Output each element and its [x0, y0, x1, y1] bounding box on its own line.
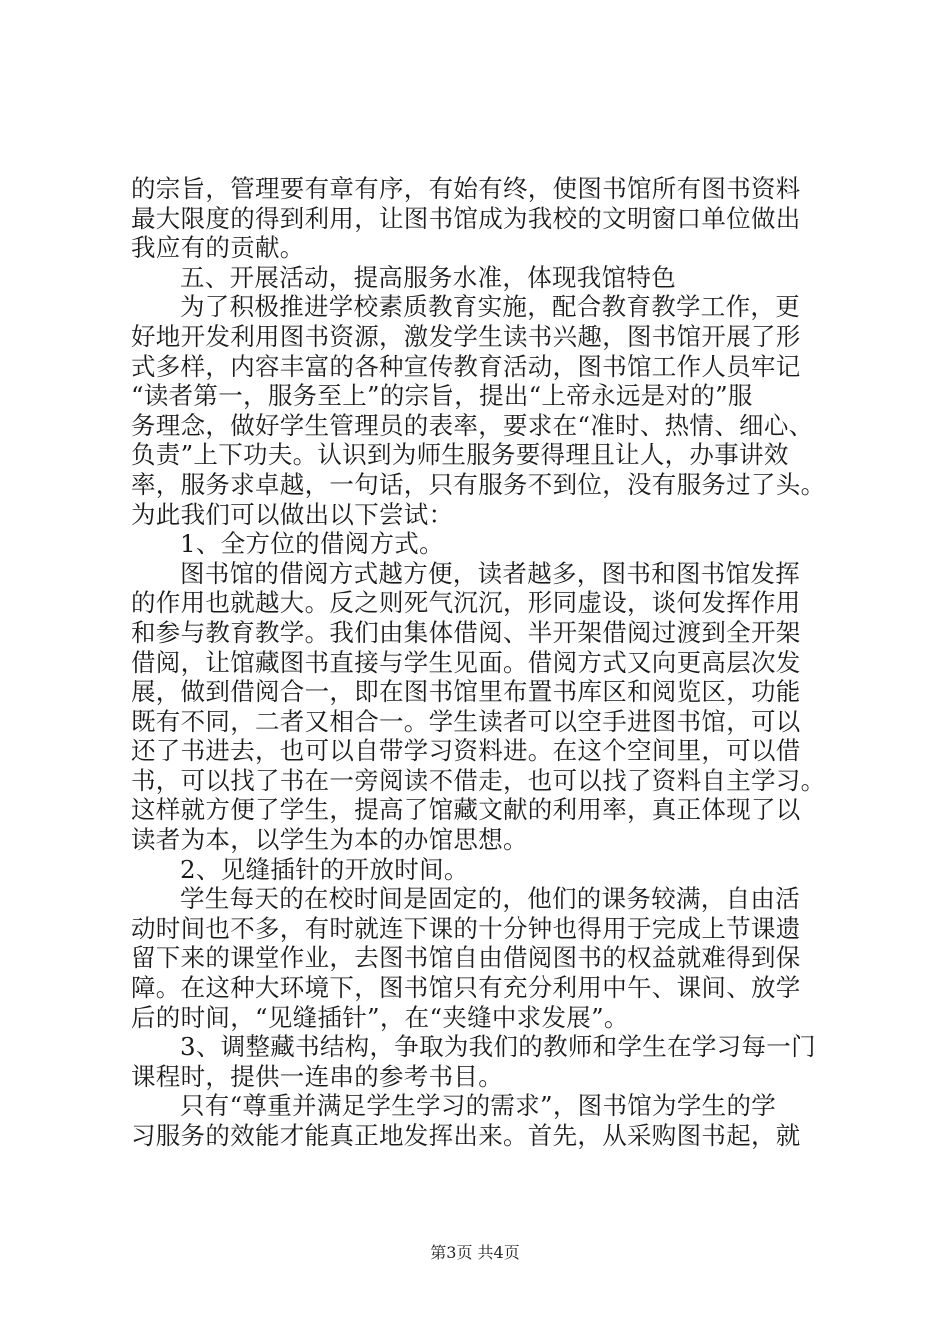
document-body	[131, 174, 831, 1151]
text-line: 书，可以找了书在一旁阅读不借走，也可以找了资料自主学习。	[131, 765, 826, 795]
text-line: 这样就方便了学生，提高了馆藏文献的利用率，真正体现了以	[131, 795, 801, 825]
text-line: 读者为本，以学生为本的办馆思想。	[131, 825, 528, 855]
paragraph-first-line: 学生每天的在校时间是固定的，他们的课务较满，自由活	[180, 884, 800, 914]
paragraph-first-line: 五、开展活动，提高服务水准，体现我馆特色	[180, 262, 676, 292]
text-line: 为此我们可以做出以下尝试：	[131, 499, 454, 529]
paragraph-first-line: 只有“尊重并满足学生学习的需求”，图书馆为学生的学	[180, 1091, 777, 1121]
text-line: 最大限度的得到利用，让图书馆成为我校的文明窗口单位做出	[131, 203, 801, 233]
text-line: 好地开发利用图书资源，激发学生读书兴趣，图书馆开展了形	[131, 321, 801, 351]
paragraph-first-line: 3、调整藏书结构，争取为我们的教师和学生在学习每一门	[180, 1032, 816, 1062]
text-line: 习服务的效能才能真正地发挥出来。首先，从采购图书起，就	[131, 1121, 801, 1150]
text-line: 后的时间，“见缝插针”，在“夹缝中求发展”。	[131, 1002, 629, 1032]
text-line: 式多样，内容丰富的各种宣传教育活动，图书馆工作人员牢记	[131, 351, 801, 381]
text-line: 的作用也就越大。反之则死气沉沉，形同虚设，谈何发挥作用	[131, 588, 801, 618]
text-line: “读者第一，服务至上”的宗旨，提出“上帝永远是对的”服	[131, 381, 753, 411]
paragraph-first-line: 1、全方位的借阅方式。	[180, 529, 444, 559]
paragraph-first-line: 为了积极推进学校素质教育实施，配合教育教学工作，更	[180, 292, 800, 322]
text-line: 障。在这种大环境下，图书馆只有充分利用中午、课间、放学	[131, 973, 801, 1003]
text-line: 借阅，让馆藏图书直接与学生见面。借阅方式又向更高层次发	[131, 647, 801, 677]
text-line: 课程时，提供一连串的参考书目。	[131, 1061, 503, 1091]
text-line: 动时间也不多，有时就连下课的十分钟也得用于完成上节课遗	[131, 913, 801, 943]
text-line: 的宗旨，管理要有章有序，有始有终，使图书馆所有图书资料	[131, 174, 801, 203]
text-line: 我应有的贡献。	[131, 233, 305, 263]
text-line: 率，服务求卓越，一句话，只有服务不到位，没有服务过了头。	[131, 469, 826, 499]
paragraph-first-line: 2、见缝插针的开放时间。	[180, 854, 469, 884]
text-line: 展，做到借阅合一，即在图书馆里布置书库区和阅览区，功能	[131, 677, 801, 707]
text-line: 既有不同，二者又相合一。学生读者可以空手进图书馆，可以	[131, 706, 801, 736]
text-line: 务理念，做好学生管理员的表率，要求在“准时、热情、细心、	[131, 410, 814, 440]
paragraph-first-line: 图书馆的借阅方式越方便，读者越多，图书和图书馆发挥	[180, 558, 800, 588]
page-footer: 第3页 共4页	[430, 1243, 520, 1262]
text-line: 负责”上下功夫。认识到为师生服务要得理且让人，办事讲效	[131, 440, 789, 470]
text-line: 还了书进去，也可以自带学习资料进。在这个空间里，可以借	[131, 736, 801, 766]
text-line: 和参与教育教学。我们由集体借阅、半开架借阅过渡到全开架	[131, 617, 801, 647]
text-line: 留下来的课堂作业，去图书馆自由借阅图书的权益就难得到保	[131, 943, 801, 973]
